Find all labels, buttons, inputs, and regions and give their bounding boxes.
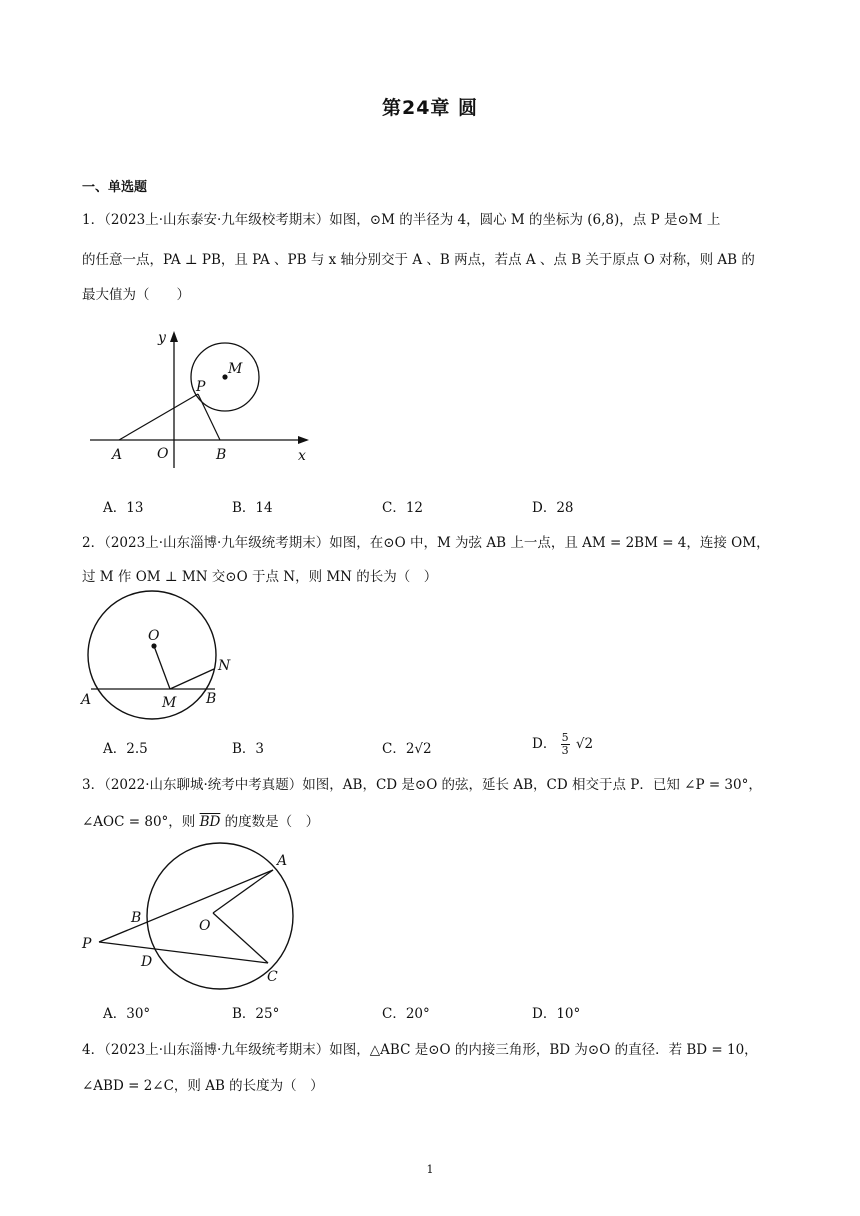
q3-figure — [75, 830, 305, 990]
q3-label-D: D — [141, 954, 153, 970]
q2-figure — [75, 590, 245, 720]
q3-label-O: O — [199, 918, 211, 934]
q1-options — [103, 496, 803, 516]
q2-option-d-prefix: D． — [532, 736, 557, 752]
q1-label-P: P — [196, 379, 206, 395]
q1-label-A: A — [112, 447, 123, 463]
q3-option-a[interactable]: A．30° — [103, 1006, 151, 1022]
q2-text-line-2: 过 M 作 OM ⊥ MN 交⊙O 于点 N，则 MN 的长为（ ） — [82, 569, 438, 585]
q1-option-a[interactable]: A．13 — [103, 500, 144, 516]
q1-label-O: O — [157, 446, 169, 462]
q3-text-line-2a: ∠AOC = 80°，则 — [82, 814, 200, 830]
q1-figure — [85, 320, 325, 470]
q3-label-P: P — [82, 936, 92, 952]
q2-option-d-denominator: 3 — [561, 744, 569, 757]
q2-option-a[interactable]: A．2.5 — [103, 741, 148, 757]
q2-option-d-root: √2 — [575, 736, 594, 752]
q1-label-B: B — [216, 447, 227, 463]
q2-label-N: N — [218, 658, 231, 674]
q3-option-b[interactable]: B．25° — [232, 1006, 280, 1022]
q2-option-d[interactable] — [532, 732, 593, 757]
q3-label-A: A — [277, 853, 288, 869]
q3-arc-bd: $\overline{BD}$ — [199, 814, 221, 830]
q2-option-d-fraction — [561, 732, 570, 757]
q1-option-c[interactable]: C．12 — [382, 500, 424, 516]
q1-option-d[interactable]: D．28 — [532, 500, 574, 516]
q4-text-line-2: ∠ABD = 2∠C，则 AB 的长度为（ ） — [82, 1078, 324, 1094]
q1-text-line-3: 最大值为（ ） — [82, 287, 190, 303]
q2-text-line-1: 2．（2023上·山东淄博·九年级统考期末）如图，在⊙O 中，M 为弦 AB 上一点，且 AM = 2BM = 4，连接 OM， — [82, 535, 770, 551]
q1-text-line-1: 1．（2023上·山东泰安·九年级校考期末）如图，⊙M 的半径为 4，圆心 M 的坐标为 (6,8)，点 P 是⊙M 上 — [82, 212, 721, 228]
q3-text-line-2 — [82, 810, 319, 830]
q2-option-b[interactable]: B．3 — [232, 741, 265, 757]
q1-text-line-2: 的任意一点，PA ⊥ PB，且 PA 、PB 与 x 轴分别交于 A 、B 两点，若点 A 、点 B 关于原点 O 对称，则 AB 的 — [82, 252, 755, 268]
q3-options — [103, 1002, 803, 1022]
q3-text-line-2b: 的度数是（ ） — [220, 814, 320, 830]
q3-label-B: B — [131, 910, 142, 926]
q2-option-d-numerator: 5 — [561, 731, 569, 744]
q4-text-line-1: 4．（2023上·山东淄博·九年级统考期末）如图，△ABC 是⊙O 的内接三角形，BD 为⊙O 的直径．若 BD = 10， — [82, 1042, 758, 1058]
page-title: 第24章 圆 — [381, 97, 479, 119]
q2-option-c[interactable]: C．2√2 — [382, 741, 432, 757]
page-number: 1 — [426, 1163, 434, 1176]
q3-label-C: C — [267, 969, 278, 985]
q1-option-b[interactable]: B．14 — [232, 500, 273, 516]
q2-label-A: A — [81, 692, 92, 708]
q2-label-O: O — [148, 628, 160, 644]
q2-label-M: M — [162, 695, 177, 711]
q2-label-B: B — [206, 691, 217, 707]
q3-option-d[interactable]: D．10° — [532, 1006, 581, 1022]
q3-option-c[interactable]: C．20° — [382, 1006, 430, 1022]
q1-label-x: x — [298, 448, 306, 464]
q1-label-y: y — [158, 330, 166, 346]
section-heading: 一、单选题 — [82, 180, 148, 195]
q3-text-line-1: 3．（2022·山东聊城·统考中考真题）如图，AB，CD 是⊙O 的弦，延长 AB，CD 相交于点 P．已知 ∠P = 30°， — [82, 777, 762, 793]
q2-options — [103, 731, 803, 757]
q1-label-M: M — [228, 361, 243, 377]
